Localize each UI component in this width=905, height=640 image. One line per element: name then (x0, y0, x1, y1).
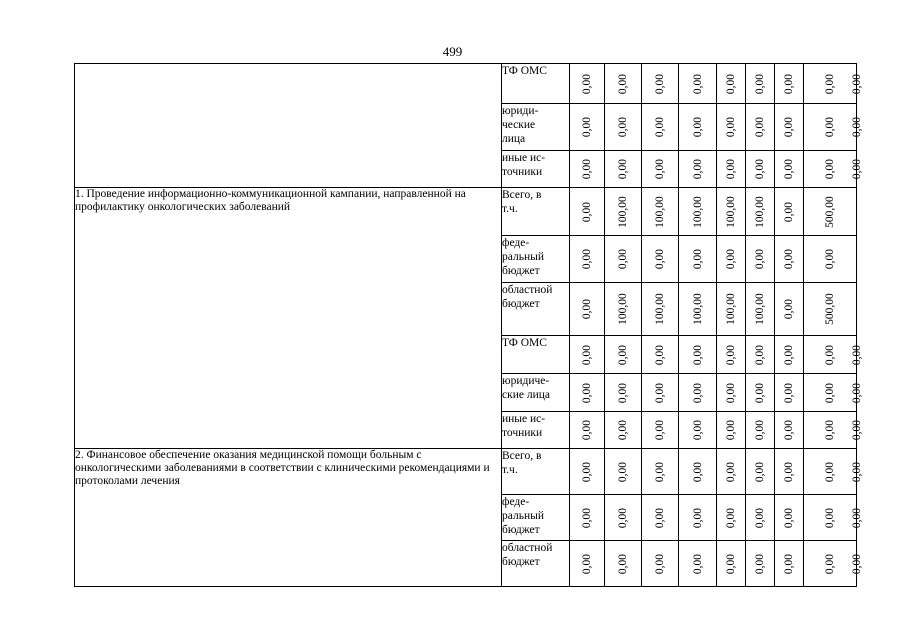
value-cell (746, 188, 775, 236)
value-text: 0,00 (581, 248, 593, 270)
measure-name-cell: 2. Финансовое обеспечение оказания медицинской помощи больным с онкологическими заболеваниями в соответствии с клиническими рекомендациями и протоколами лечения (75, 449, 502, 587)
value-cell (642, 151, 679, 188)
value-text: 0,00 (754, 344, 766, 365)
value-text: 0,00 (783, 73, 795, 94)
value-text: 0,00 (783, 298, 795, 320)
value-text: 100,00 (754, 195, 766, 228)
value-text: 0,00 (725, 461, 737, 482)
value-cell (775, 151, 804, 188)
value-cell (804, 104, 857, 151)
value-text: 0,00 (824, 73, 836, 94)
value-text: 0,00 (754, 248, 766, 270)
value-cell (642, 495, 679, 541)
value-text: 0,00 (754, 116, 766, 138)
value-text: 0,00 (783, 507, 795, 528)
value-text: 100,00 (725, 195, 737, 228)
value-text: 0,00 (581, 382, 593, 403)
value-cell (642, 236, 679, 283)
value-cell (775, 64, 804, 104)
value-cell (570, 412, 605, 449)
value-cell (605, 495, 642, 541)
value-text: 0,00 (617, 158, 629, 180)
value-cell (804, 283, 857, 336)
value-text: 0,00 (754, 553, 766, 574)
value-text: 0,00 (581, 158, 593, 180)
value-text: 0,00 (851, 507, 863, 528)
funding-source-cell: Всего, в т.ч. (502, 449, 570, 495)
value-text: 0,00 (824, 344, 836, 365)
value-cell (746, 151, 775, 188)
page-number: 499 (442, 44, 463, 59)
value-cell (570, 64, 605, 104)
value-cell (804, 374, 857, 412)
funding-source-cell: ТФ ОМС (502, 336, 570, 374)
funding-source-cell: областной бюджет (502, 541, 570, 587)
value-text: 0,00 (725, 419, 737, 441)
value-cell (717, 374, 746, 412)
value-text: 0,00 (581, 461, 593, 482)
value-text: 0,00 (617, 461, 629, 482)
value-cell (717, 412, 746, 449)
value-cell (804, 64, 857, 104)
funding-source-cell: юриди- ческие лица (502, 104, 570, 151)
value-cell (605, 64, 642, 104)
funding-source-cell: областной бюджет (502, 283, 570, 336)
value-cell (605, 151, 642, 188)
value-cell (642, 283, 679, 336)
value-text: 0,00 (725, 73, 737, 94)
value-cell (717, 336, 746, 374)
value-cell (642, 64, 679, 104)
value-cell (679, 236, 717, 283)
value-cell (679, 449, 717, 495)
value-cell (775, 336, 804, 374)
value-cell (642, 374, 679, 412)
value-cell (642, 412, 679, 449)
value-text: 0,00 (691, 382, 704, 403)
value-cell (775, 283, 804, 336)
value-text: 0,00 (851, 461, 863, 482)
value-text: 0,00 (851, 419, 863, 441)
value-cell (570, 104, 605, 151)
value-cell (570, 374, 605, 412)
table-row (75, 188, 857, 236)
value-cell (804, 449, 857, 495)
value-text: 0,00 (691, 461, 704, 482)
value-text: 0,00 (824, 553, 836, 574)
funding-source-cell: феде- ральный бюджет (502, 236, 570, 283)
value-text: 0,00 (851, 382, 863, 403)
value-cell (717, 151, 746, 188)
value-cell (746, 374, 775, 412)
value-cell (679, 495, 717, 541)
value-text: 0,00 (783, 382, 795, 403)
value-text: 0,00 (824, 116, 836, 138)
value-text: 0,00 (851, 73, 863, 94)
value-cell (775, 104, 804, 151)
value-text: 0,00 (617, 507, 629, 528)
value-cell (717, 449, 746, 495)
value-text: 0,00 (654, 507, 666, 528)
value-text: 0,00 (581, 419, 593, 441)
value-cell (775, 541, 804, 587)
value-cell (605, 374, 642, 412)
value-cell (642, 188, 679, 236)
value-text: 0,00 (654, 73, 666, 94)
value-cell (775, 449, 804, 495)
value-cell (746, 541, 775, 587)
value-cell (642, 336, 679, 374)
value-cell (679, 104, 717, 151)
value-text: 0,00 (824, 248, 836, 270)
value-text: 0,00 (754, 507, 766, 528)
value-cell (605, 412, 642, 449)
value-text: 0,00 (851, 344, 863, 365)
funding-source-cell: иные ис- точники (502, 151, 570, 188)
value-text: 0,00 (654, 248, 666, 270)
value-text: 0,00 (783, 553, 795, 574)
budget-table (74, 63, 863, 587)
value-cell (642, 449, 679, 495)
value-text: 0,00 (691, 73, 704, 94)
value-text: 0,00 (783, 158, 795, 180)
value-text: 0,00 (691, 344, 704, 365)
value-text: 0,00 (654, 553, 666, 574)
value-cell (717, 188, 746, 236)
value-text: 0,00 (617, 382, 629, 403)
value-cell (746, 64, 775, 104)
value-text: 0,00 (783, 461, 795, 482)
value-text: 0,00 (783, 116, 795, 138)
value-text: 0,00 (824, 507, 836, 528)
value-text: 100,00 (691, 195, 704, 228)
value-text: 0,00 (691, 248, 704, 270)
value-cell (717, 64, 746, 104)
value-cell (804, 151, 857, 188)
value-cell (746, 336, 775, 374)
value-text: 0,00 (783, 248, 795, 270)
value-text: 0,00 (725, 158, 737, 180)
value-text: 0,00 (691, 116, 704, 138)
value-cell (746, 104, 775, 151)
value-text: 0,00 (725, 553, 737, 574)
value-text: 500,00 (824, 195, 836, 228)
value-text: 0,00 (725, 507, 737, 528)
value-text: 100,00 (725, 293, 737, 325)
value-text: 0,00 (617, 553, 629, 574)
value-text: 0,00 (691, 553, 704, 574)
value-cell (679, 374, 717, 412)
value-cell (775, 188, 804, 236)
value-text: 0,00 (824, 158, 836, 180)
value-cell (679, 64, 717, 104)
value-text: 0,00 (581, 507, 593, 528)
value-text: 0,00 (851, 553, 863, 574)
value-text: 0,00 (691, 507, 704, 528)
value-text: 0,00 (783, 344, 795, 365)
value-cell (746, 495, 775, 541)
value-cell (679, 283, 717, 336)
value-text: 100,00 (754, 293, 766, 325)
value-text: 0,00 (754, 158, 766, 180)
value-text: 0,00 (654, 382, 666, 403)
value-text: 0,00 (581, 553, 593, 574)
value-text: 100,00 (617, 195, 629, 228)
value-cell (717, 541, 746, 587)
value-cell (775, 236, 804, 283)
value-text: 0,00 (754, 461, 766, 482)
value-cell (746, 236, 775, 283)
value-cell (746, 283, 775, 336)
value-text: 100,00 (654, 293, 666, 325)
value-text: 0,00 (824, 461, 836, 482)
value-cell (775, 374, 804, 412)
value-text: 0,00 (754, 382, 766, 403)
value-cell (775, 412, 804, 449)
value-text: 100,00 (691, 293, 704, 325)
value-text: 0,00 (654, 116, 666, 138)
value-text: 0,00 (725, 116, 737, 138)
value-text: 0,00 (824, 382, 836, 403)
value-text: 0,00 (725, 248, 737, 270)
value-cell (570, 188, 605, 236)
value-text: 0,00 (654, 461, 666, 482)
value-text: 0,00 (654, 344, 666, 365)
value-cell (746, 412, 775, 449)
value-text: 0,00 (783, 419, 795, 441)
value-cell (570, 236, 605, 283)
value-text: 0,00 (654, 419, 666, 441)
value-text: 0,00 (654, 158, 666, 180)
value-cell (717, 104, 746, 151)
value-cell (679, 541, 717, 587)
value-cell (605, 188, 642, 236)
value-text: 0,00 (725, 382, 737, 403)
value-cell (570, 336, 605, 374)
value-text: 0,00 (581, 201, 593, 222)
value-cell (679, 188, 717, 236)
value-text: 0,00 (617, 248, 629, 270)
value-cell (605, 104, 642, 151)
value-text: 0,00 (824, 419, 836, 441)
value-cell (570, 495, 605, 541)
value-cell (804, 412, 857, 449)
value-cell (717, 495, 746, 541)
value-text: 0,00 (581, 73, 593, 94)
value-cell (804, 336, 857, 374)
funding-source-cell: юридиче- ские лица (502, 374, 570, 412)
value-text: 0,00 (725, 344, 737, 365)
value-text: 0,00 (851, 158, 863, 180)
value-text: 0,00 (617, 116, 629, 138)
value-text: 100,00 (654, 195, 666, 228)
measure-name-cell (75, 64, 502, 188)
value-cell (605, 541, 642, 587)
value-cell (605, 236, 642, 283)
value-text: 0,00 (617, 419, 629, 441)
measure-name-cell: 1. Проведение информационно-коммуникационной кампании, направленной на профилактику онкологических заболеваний (75, 188, 502, 449)
value-cell (605, 283, 642, 336)
value-cell (605, 449, 642, 495)
funding-source-cell: феде- ральный бюджет (502, 495, 570, 541)
value-text: 0,00 (581, 116, 593, 138)
value-cell (570, 283, 605, 336)
value-cell (570, 541, 605, 587)
value-text: 100,00 (617, 293, 629, 325)
value-cell (804, 188, 857, 236)
value-cell (746, 449, 775, 495)
value-text: 0,00 (754, 73, 766, 94)
value-text: 0,00 (691, 158, 704, 180)
value-cell (679, 151, 717, 188)
value-text: 0,00 (754, 419, 766, 441)
table-row (75, 449, 857, 495)
funding-source-cell: иные ис- точники (502, 412, 570, 449)
table-row (75, 64, 857, 104)
value-cell (717, 236, 746, 283)
value-cell (804, 236, 857, 283)
value-text: 0,00 (617, 344, 629, 365)
value-text: 500,00 (824, 293, 836, 325)
value-cell (775, 495, 804, 541)
value-cell (605, 336, 642, 374)
value-cell (804, 495, 857, 541)
value-cell (570, 151, 605, 188)
value-text: 0,00 (581, 298, 593, 320)
value-cell (570, 449, 605, 495)
value-cell (717, 283, 746, 336)
value-text: 0,00 (851, 116, 863, 138)
value-text: 0,00 (581, 344, 593, 365)
funding-source-cell: Всего, в т.ч. (502, 188, 570, 236)
value-text: 0,00 (617, 73, 629, 94)
value-text: 0,00 (783, 201, 795, 222)
value-cell (642, 541, 679, 587)
value-cell (679, 412, 717, 449)
value-cell (679, 336, 717, 374)
value-cell (804, 541, 857, 587)
funding-source-cell: ТФ ОМС (502, 64, 570, 104)
value-cell (642, 104, 679, 151)
value-text: 0,00 (691, 419, 704, 441)
